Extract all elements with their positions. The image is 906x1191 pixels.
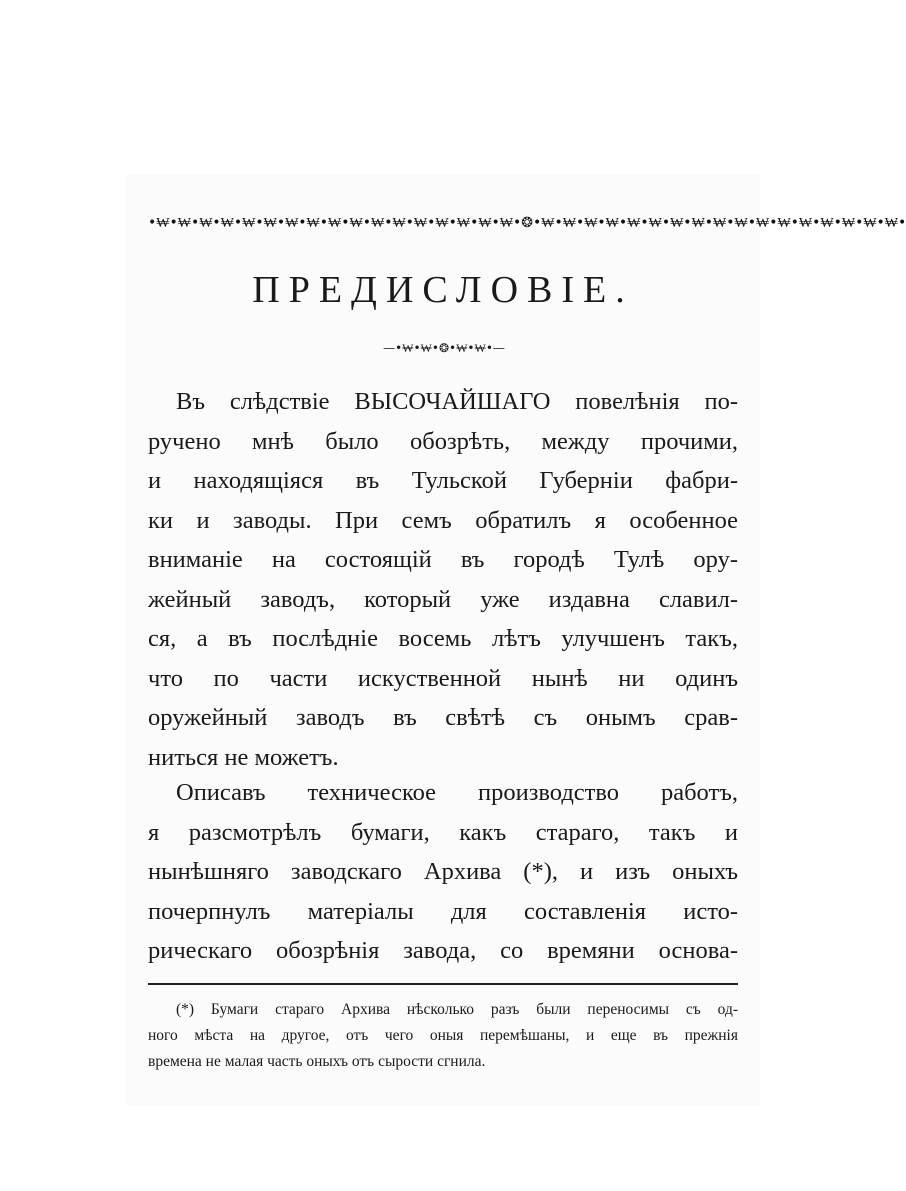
text-line: Описавъ техническое производство работъ, — [176, 779, 738, 806]
footnote-line: ного мѣста на другое, отъ чего оныя перемѣшаны, и еще въ прежнія — [148, 1027, 738, 1044]
text-line: Въ слѣдствіе ВЫСОЧАЙШАГО повелѣнія по- — [176, 388, 738, 415]
text-line: ниться не можетъ. — [148, 743, 339, 771]
title-ornament: —•₩•₩•❂•₩•₩•— — [383, 341, 505, 355]
text-line: и находящіяся въ Тульской Губерніи фабри- — [148, 467, 738, 494]
text-line: оружейный заводъ въ свѣтѣ съ онымъ срав- — [148, 704, 738, 731]
text-line: рическаго обозрѣнія завода, со времяни основа- — [148, 937, 738, 964]
footnote — [148, 997, 738, 1075]
text-line: ручено мнѣ было обозрѣть, между прочими, — [148, 427, 738, 455]
page-title: ПРЕДИСЛОВІЕ. — [252, 269, 634, 311]
footnote-divider — [148, 983, 738, 985]
top-ornament-rule: •₩•₩•₩•₩•₩•₩•₩•₩•₩•₩•₩•₩•₩•₩•₩•₩•₩•❂•₩•₩•₩•₩•₩•₩•₩•₩•₩•₩•₩•₩•₩•₩•₩•₩•₩• — [148, 215, 906, 231]
text-line: я разсмотрѣлъ бумаги, какъ стараго, такъ и — [148, 818, 738, 846]
text-line: ки и заводы. При семъ обратилъ я особенное — [148, 506, 738, 534]
text-line: почерпнулъ матеріалы для составленія исто- — [148, 897, 738, 925]
paragraph-2 — [148, 773, 738, 971]
footnote-line: (*) Бумаги стараго Архива нѣсколько разъ были переносимы съ од- — [176, 1001, 738, 1018]
text-line: жейный заводъ, который уже издавна славил- — [148, 585, 738, 613]
text-line: вниманіе на состоящій въ городѣ Тулѣ ору- — [148, 546, 738, 573]
footnote-line: времена не малая часть оныхъ отъ сырости сгнила. — [148, 1053, 486, 1070]
paragraph-1 — [148, 382, 738, 777]
text-line: что по части искуственной нынѣ ни одинъ — [148, 664, 738, 692]
text-line: ся, а въ послѣдніе восемь лѣтъ улучшенъ такъ, — [148, 625, 738, 652]
text-line: нынѣшняго заводскаго Архива (*), и изъ оныхъ — [148, 858, 738, 885]
